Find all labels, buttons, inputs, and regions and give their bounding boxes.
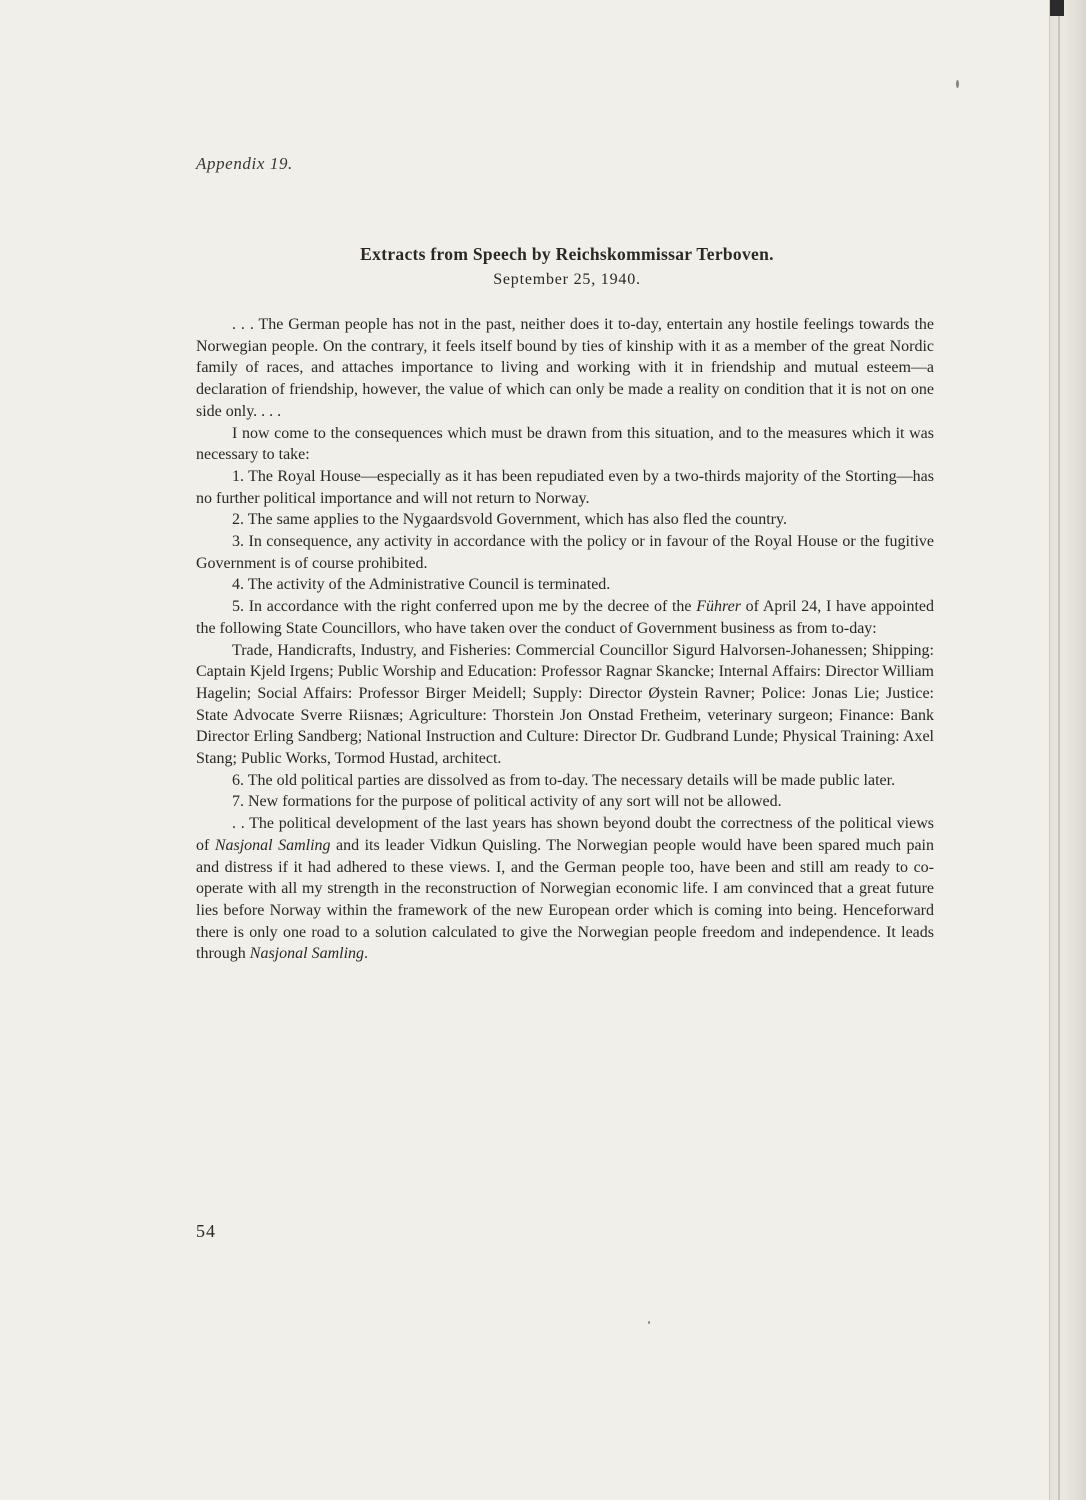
document-date: September 25, 1940. [493, 271, 641, 288]
paragraph-item-3: 3. In consequence, any activity in accordance with the policy or in favour of the Royal House or the fugitive Government is of course prohibited. [196, 533, 934, 572]
closing-text-3: . [364, 945, 369, 963]
paragraph-item-2: 2. The same applies to the Nygaardsvold Government, which has also fled the country. [232, 511, 787, 529]
paragraph-closing [196, 813, 934, 965]
paragraph-consequences: I now come to the consequences which must be drawn from this situation, and to the measures which it was necessary to take: [196, 424, 934, 464]
closing-text-1: . . The political development of the last years has shown beyond doubt the correctness of the political views of [196, 815, 934, 854]
closing-nasjonal-samling-2: Nasjonal Samling [249, 945, 365, 963]
paragraph-item-1: 1. The Royal House—especially as it has been repudiated even by a two-thirds majority of the Storting—has no further political importance and will not return to Norway. [196, 467, 934, 507]
paper-speck [648, 1321, 650, 1324]
paragraph-councillors: Trade, Handicrafts, Industry, and Fisheries: Commercial Councillor Sigurd Halvorsen-Johanessen; Shipping: Captain Kjeld Irgens; Public Worship and Education: Professor Ragnar Skancke; Internal Affairs: Director William Hagelin; Social Affairs: Professor Birger Meidell; Supply: Director Øystein Ravner; Police: Jonas Lie; Justice: State Advocate Sverre Riisnæs; Agriculture: Thorstein Jon Onstad Fretheim, veterinary surgeon; Finance: Bank Director Erling Sandberg; National Instruction and Culture: Director Dr. Gudbrand Lunde; Physical Training: Axel Stang; Public Works, Tormod Hustad, architect. [196, 641, 934, 768]
item-5-fuhrer: Führer [696, 598, 741, 616]
closing-text-2: and its leader Vidkun Quisling. The Norwegian people would have been spared much pain and distress if it had adhered to these views. I, and the German people too, have been and still am ready to co-operate with all my strength in the reconstruction of Norwegian economic life. I am convinced that a great future lies before Norway within the framework of the new European order which is coming into being. Henceforward there is only one road to a solution calculated to give the Norwegian people freedom and independence. It leads through [196, 836, 934, 963]
page-number: 54 [196, 1221, 216, 1241]
speech-body [196, 314, 934, 965]
paragraph-item-5 [196, 596, 934, 639]
paragraph-item-6: 6. The old political parties are dissolved as from to-day. The necessary details will be made public later. [232, 771, 896, 789]
paragraph-opening: . . . The German people has not in the past, neither does it to-day, entertain any hostile feelings towards the Norwegian people. On the contrary, it feels itself bound by ties of kinship with it as a member of the great Nordic family of races, and attaches importance to living and working with it in friendship and mutual esteem—a declaration of friendship, however, the value of which can only be made a reality on condition that it is not on one side only. . . . [196, 316, 934, 420]
document-title: Extracts from Speech by Reichskommissar Terboven. [360, 244, 774, 264]
item-5-text-end: of April 24, I have appointed the following State Councillors, who have taken over the conduct of Government business as from to-day: [196, 598, 935, 637]
paper-speck [956, 80, 959, 88]
paragraph-item-7: 7. New formations for the purpose of political activity of any sort will not be allowed. [232, 793, 782, 811]
appendix-label: Appendix 19. [196, 154, 293, 173]
corner-mark [1050, 0, 1064, 16]
paragraph-item-4: 4. The activity of the Administrative Council is terminated. [232, 576, 611, 594]
item-5-text-start: 5. In accordance with the right conferred upon me by the decree of the [232, 598, 697, 616]
closing-nasjonal-samling-1: Nasjonal Samling [214, 836, 331, 854]
page-edge [1049, 0, 1086, 1500]
